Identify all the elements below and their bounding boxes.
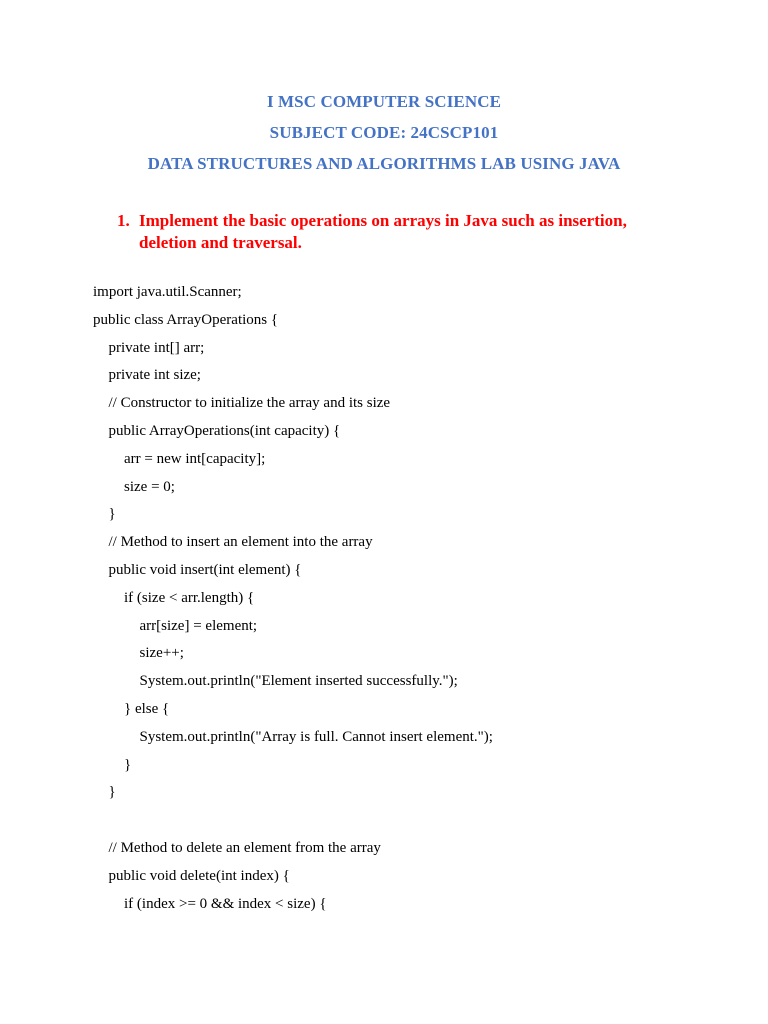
code-line: } [124, 756, 132, 773]
code-line: import java.util.Scanner; [93, 284, 242, 300]
code-line: // Method to delete an element from the array [108, 839, 381, 856]
lab-title: DATA STRUCTURES AND ALGORITHMS LAB USING JAVA [147, 154, 621, 173]
subject-code: SUBJECT CODE: 24CSCP101 [269, 123, 499, 142]
question-number: 1. [117, 211, 130, 230]
code-line: public void delete(int index) { [108, 867, 290, 884]
code-line: System.out.println("Array is full. Cannot insert element."); [139, 728, 493, 745]
code-line: arr = new int[capacity]; [124, 450, 266, 467]
code-line: } [108, 506, 116, 523]
code-line: public ArrayOperations(int capacity) { [108, 422, 341, 439]
code-line: size = 0; [124, 478, 175, 495]
code-line: System.out.println("Element inserted successfully."); [139, 673, 458, 690]
question-text: Implement the basic operations on arrays in Java such as insertion, deletion and traversal. [139, 211, 627, 252]
code-line: } [108, 784, 116, 801]
question-item [117, 210, 677, 254]
course-title: I MSC COMPUTER SCIENCE [266, 92, 502, 111]
code-line: public class ArrayOperations { [93, 311, 279, 328]
document-header [0, 86, 768, 179]
code-line: if (size < arr.length) { [124, 589, 255, 606]
code-line: // Method to insert an element into the array [108, 534, 373, 551]
code-line: } else { [124, 700, 170, 717]
code-line: arr[size] = element; [139, 617, 258, 634]
code-line: private int size; [108, 367, 201, 384]
code-line: if (index >= 0 && index < size) { [124, 895, 327, 912]
code-listing [0, 280, 768, 919]
code-line: public void insert(int element) { [108, 561, 302, 578]
code-line: private int[] arr; [108, 339, 205, 356]
code-line: // Constructor to initialize the array and its size [108, 395, 391, 412]
code-blank-line [0, 808, 768, 836]
code-line: size++; [139, 645, 184, 662]
